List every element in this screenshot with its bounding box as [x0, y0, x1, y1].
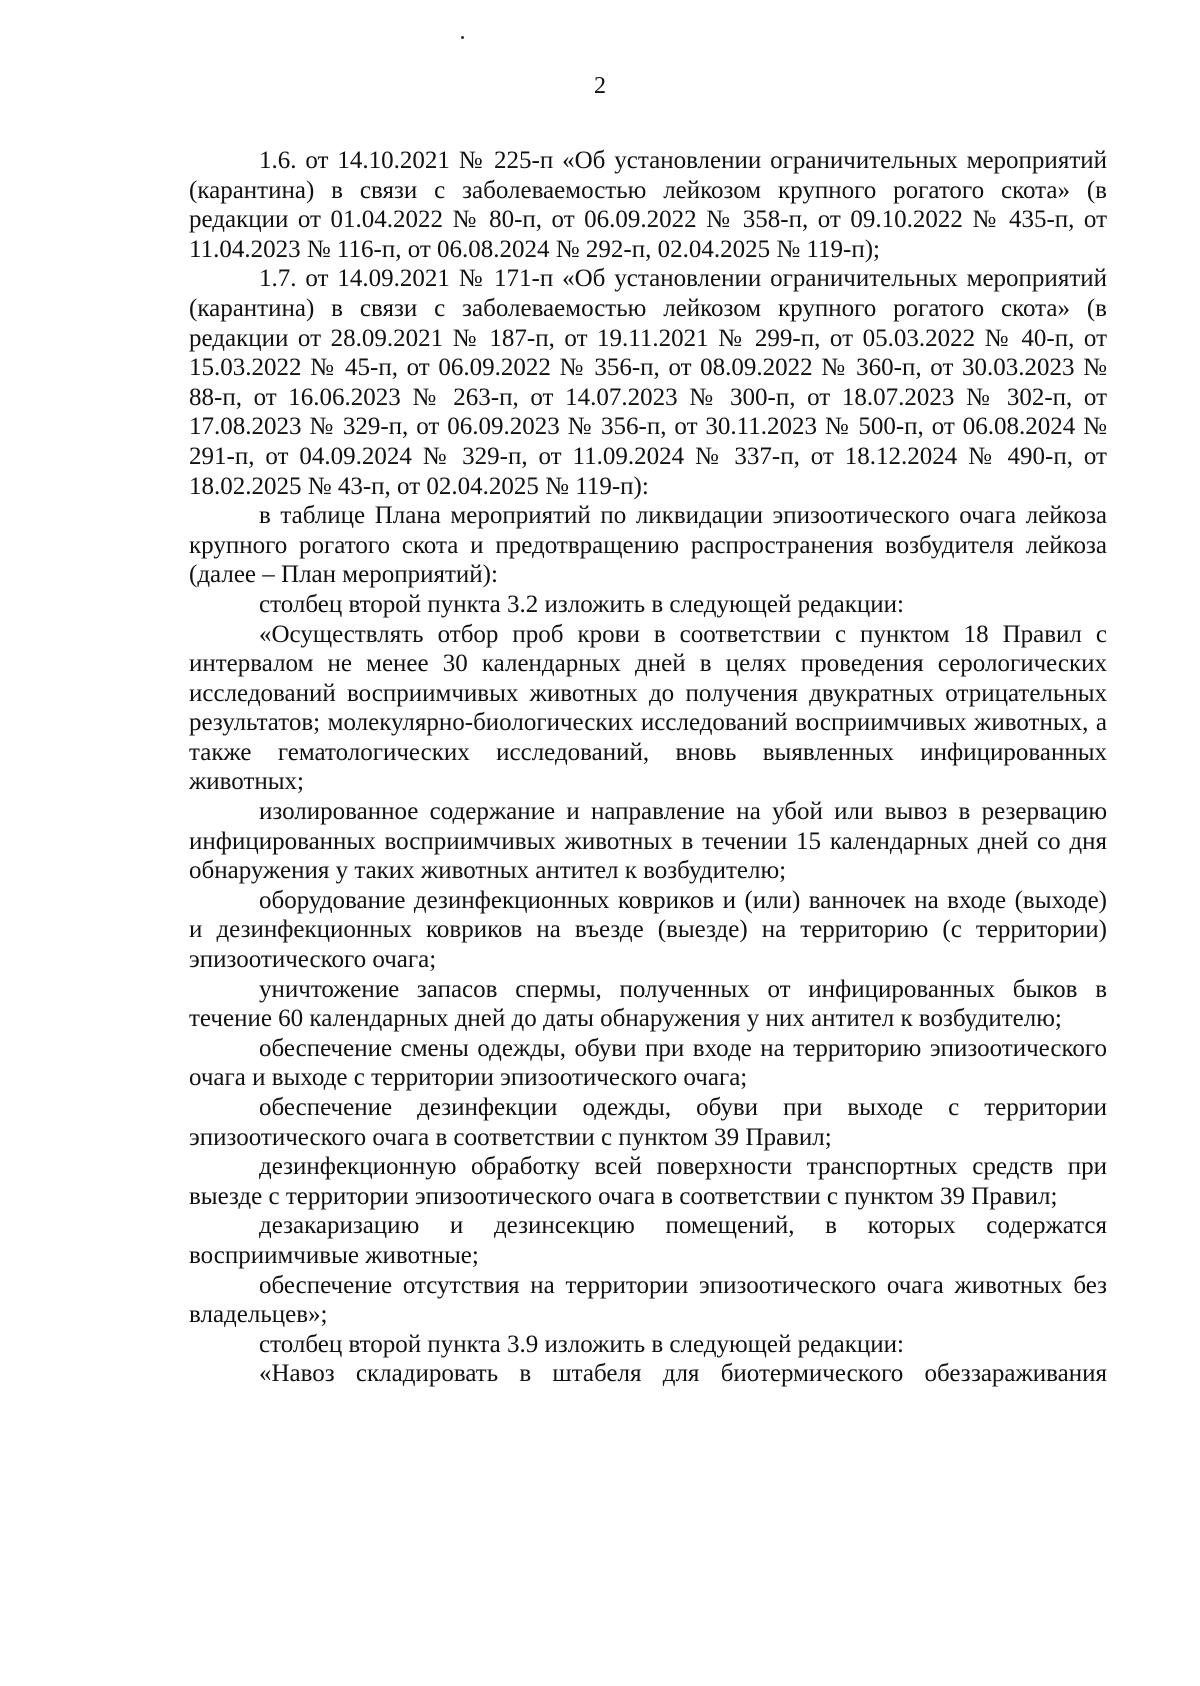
- document-body: [189, 146, 1107, 1389]
- paragraph-isolation: изолированное содержание и направление на убой или вывоз в резервацию инфицированных восприимчивых животных в течении 15 календарных дней со дня обнаружения у таких животных антител к возбудителю;: [189, 798, 1107, 885]
- paragraph-disinfection-mats: оборудование дезинфекционных ковриков и (или) ванночек на входе (выходе) и дезинфекционных ковриков на въезде (выезде) на территорию (с территории) эпизоотического очага;: [189, 886, 1107, 974]
- paragraph-stray-animals: обеспечение отсутствия на территории эпизоотического очага животных без владельцев»;: [189, 1271, 1107, 1329]
- paragraph-blood-sampling: «Осуществлять отбор проб крови в соответствии с пунктом 18 Правил с интервалом не менее 30 календарных дней в целях проведения серологических исследований восприимчивых животных до получения двукратных отрицательных результатов; молекулярно-биологических исследований восприимчивых животных, а также гематологических исследований, вновь выявленных инфицированных животных;: [189, 620, 1107, 796]
- paragraph-1-6: 1.6. от 14.10.2021 № 225-п «Об установлении ограничительных мероприятий (карантина) в связи с заболеваемостью лейкозом крупного рогатого скота» (в редакции от 01.04.2022 № 80-п, от 06.09.2022 № 358-п, от 09.10.2022 № 435-п, от 11.04.2023 № 116-п, от 06.08.2024 № 292-п, 02.04.2025 № 119-п);: [189, 147, 1107, 263]
- paragraph-column-3-9: столбец второй пункта 3.9 изложить в следующей редакции:: [259, 1330, 904, 1358]
- paragraph-clothing-change: обеспечение смены одежды, обуви при входе на территорию эпизоотического очага и выходе с территории эпизоотического очага;: [189, 1034, 1107, 1092]
- paragraph-1-7: 1.7. от 14.09.2021 № 171-п «Об установлении ограничительных мероприятий (карантина) в связи с заболеваемостью лейкозом крупного рогатого скота» (в редакции от 28.09.2021 № 187-п, от 19.11.2021 № 299-п, от 05.03.2022 № 40-п, от 15.03.2022 № 45-п, от 06.09.2022 № 356-п, от 08.09.2022 № 360-п, от 30.03.2023 № 88-п, от 16.06.2023 № 263-п, от 14.07.2023 № 300-п, от 18.07.2023 № 302-п, от 17.08.2023 № 329-п, от 06.09.2023 № 356-п, от 30.11.2023 № 500-п, от 06.08.2024 № 291-п, от 04.09.2024 № 329-п, от 11.09.2024 № 337-п, от 18.12.2024 № 490-п, от 18.02.2025 № 43-п, от 02.04.2025 № 119-п):: [189, 265, 1107, 500]
- scan-speck: [461, 36, 464, 39]
- paragraph-clothing-disinfection: обеспечение дезинфекции одежды, обуви при выходе с территории эпизоотического очага в соответствии с пунктом 39 Правил;: [189, 1094, 1107, 1151]
- paragraph-vehicle-disinfection: дезинфекционную обработку всей поверхности транспортных средств при выезде с территории эпизоотического очага в соответствии с пунктом 39 Правил;: [189, 1153, 1107, 1210]
- page-number: 2: [594, 73, 606, 99]
- paragraph-semen-destruction: уничтожение запасов спермы, полученных от инфицированных быков в течение 60 календарных дней до даты обнаружения у них антител к возбудителю;: [189, 975, 1107, 1033]
- paragraph-column-3-2: столбец второй пункта 3.2 изложить в следующей редакции:: [259, 590, 904, 618]
- paragraph-plan-table: в таблице Плана мероприятий по ликвидации эпизоотического очага лейкоза крупного рогатого скота и предотвращению распространения возбудителя лейкоза (далее – План мероприятий):: [189, 502, 1107, 589]
- paragraph-manure: «Навоз складировать в штабеля для биотермического обеззараживания: [259, 1360, 1107, 1388]
- paragraph-disacarization: дезакаризацию и дезинсекцию помещений, в которых содержатся восприимчивые животные;: [189, 1212, 1107, 1269]
